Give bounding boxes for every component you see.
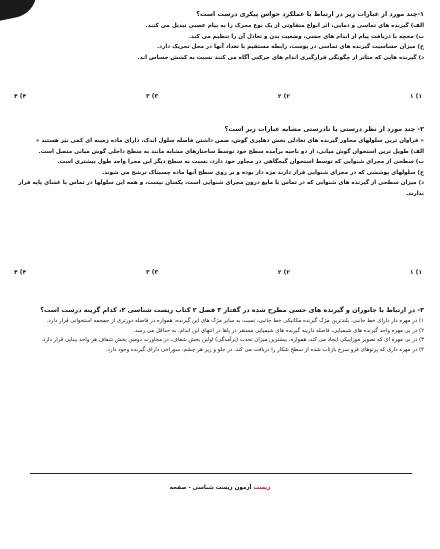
question-3-option-1[interactable]: ۱) در مهره دار دارای خط جانبی، بلندترین مژک گیرنده مکانیکی خط جانبی، نسبت به سایر مژک های این گیرنده، همواره در فاصله دورتری از جمجمه استخوانی قرار دارد. bbox=[46, 318, 424, 324]
question-1-item-b: ب) مخچه با دریافت پیام از اندام های حسی، وضعیت بدن و تعادل آن را تنظیم می کند. bbox=[188, 33, 424, 40]
page-footer bbox=[0, 485, 440, 491]
question-2-item-d: د) میزان سطحی از گیرنده های شنوایی که در تماس با مایع درون مجرای شنوایی است، یکسان نیست، و همه این سلولها در تماس با غشای پایه قرار ندارند. bbox=[18, 180, 424, 197]
question-2-intro: « فراوان ترین سلولهای مجاور گیرنده های تعادلی بخش دهلیزی گوش، ضمن داشتن فاصله سلول اندک، دارای ماده زمینه ای کمی نیز هستند » bbox=[35, 138, 424, 144]
question-3-option-4[interactable]: ۴) در مهره داری که پرتوهای فرو سرخ بازتاب شده از سطح شکار را دریافت می کند، در جلو و زیر هر چشم، سوراخی دارای گیرنده وجود دارد. bbox=[105, 346, 424, 353]
question-2-option-1[interactable]: ۱) ۱ bbox=[409, 269, 422, 276]
footer-text: آزمون زیست شناسی - صفحه bbox=[169, 485, 252, 491]
question-1-option-1[interactable]: ۱) ۱ bbox=[409, 93, 422, 100]
question-1-option-3[interactable]: ۳) ۳ bbox=[145, 93, 159, 100]
footer-highlight: زیست bbox=[253, 485, 271, 491]
question-1-title: ۱-چند مورد از عبارات زیر در ارتباط با عملکرد حواس پیکری درست است؟ bbox=[196, 10, 424, 18]
question-1-item-c: ج) میزان حساسیت گیرنده های تماسی در پوست، رابطه مستقیم با تعداد آنها در محل تحریک دارد. bbox=[157, 44, 424, 51]
question-1-item-a: الف) گیرنده های تماسی و دمایی، اثر انواع متفاوتی از یک نوع محرک را به پیام عصبی تبدیل می کنند. bbox=[145, 23, 424, 29]
question-1 bbox=[14, 10, 424, 63]
question-2-item-b: ب) سطحی از مجرای شنوایی که توسط استخوان گیجگاهی در مجاور خود دارد، نسبت به سطح دیگر این مجرا واجد طول بیشتری است. bbox=[57, 159, 424, 166]
footer-divider bbox=[30, 473, 412, 474]
question-3-option-2[interactable]: ۲) در بی مهره واجد گیرنده های شیمیایی، فاصله دارینه گیرنده های شیمیایی مستقر در پاها در انتهای این اندام، به حداقل می رسد. bbox=[133, 327, 424, 334]
question-2 bbox=[14, 125, 424, 200]
question-2-item-a: الف) طویل ترین استخوان گوش میانی، از دو ناحیه برآمده سطح خود توسط ساختارهای مشابه مانند به سطح داخلی گوش میانی متصل است. bbox=[38, 148, 424, 155]
question-2-option-3[interactable]: ۳) ۳ bbox=[145, 269, 159, 276]
question-2-title: ۲- چند مورد از نظر درستی یا نادرستی مشابه عبارات زیر است؟ bbox=[224, 125, 424, 133]
question-2-option-2[interactable]: ۲) ۲ bbox=[277, 269, 291, 276]
question-2-options bbox=[14, 269, 422, 276]
question-2-option-4[interactable]: ۴) ۴ bbox=[14, 269, 27, 276]
question-1-item-d: د) گیرنده هایی که متاثر از چگونگی قرارگیری اندام های حرکتی آگاه می کنند نسبت به کشش حساس اند. bbox=[137, 54, 424, 61]
question-2-item-c: ج) سلولهای پوششی که در مجرای شنوایی قرار دارند مژه دار بوده و بر روی سطح آنها ماده چسبناک ترشح می شوند. bbox=[102, 169, 424, 176]
question-1-option-2[interactable]: ۲) ۲ bbox=[277, 93, 291, 100]
question-3 bbox=[14, 306, 424, 355]
question-3-title: ۳- در ارتباط با جانوران و گیرنده های حسی مطرح شده در گفتار ۳ فصل ۲ کتاب زیست شناسی ۲، کدام گزینه درست است؟ bbox=[40, 306, 424, 314]
question-1-option-4[interactable]: ۴) ۴ bbox=[14, 93, 27, 100]
question-3-option-3[interactable]: ۳) در بی مهره ای که تصویر موزاییکی ایجاد می کند، همواره، بیشترین میزان تحدب (برآمدگی) اولین بخش شفاف، در مجاورت دومین بخش شفاف هر واحد بینایی قرار دارد. bbox=[41, 337, 424, 344]
question-1-options bbox=[14, 93, 422, 100]
